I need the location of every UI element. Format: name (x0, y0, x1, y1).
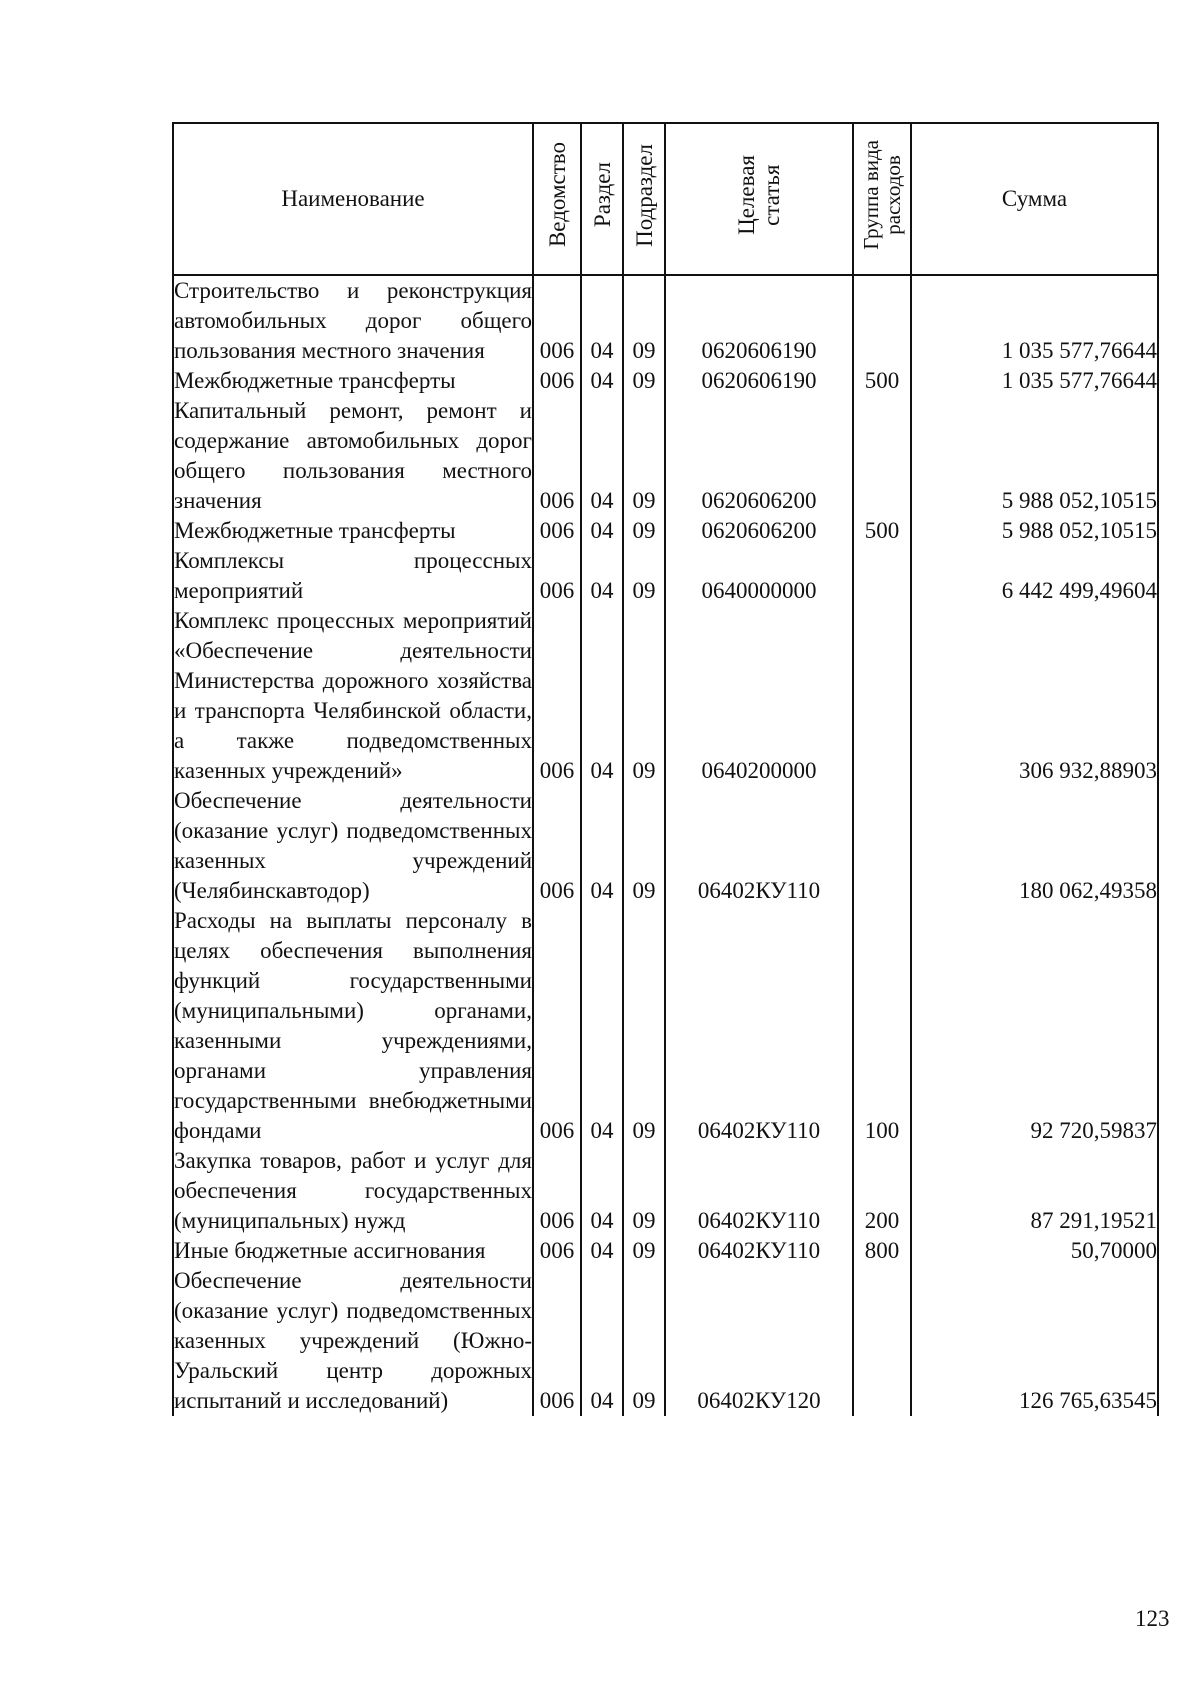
row-razdel: 04 (581, 906, 623, 1146)
row-celevaya-statya: 06402КУ120 (665, 1266, 853, 1416)
row-vedomstvo: 006 (533, 516, 581, 546)
row-razdel: 04 (581, 786, 623, 906)
row-podrazdel: 09 (623, 275, 665, 366)
row-razdel: 04 (581, 516, 623, 546)
row-vedomstvo: 006 (533, 1236, 581, 1266)
row-gruppa-rashodov: 800 (853, 1236, 911, 1266)
row-celevaya-statya: 0620606190 (665, 275, 853, 366)
row-vedomstvo: 006 (533, 366, 581, 396)
row-celevaya-statya: 06402КУ110 (665, 1146, 853, 1236)
row-podrazdel: 09 (623, 1266, 665, 1416)
row-summa: 87 291,19521 (911, 1146, 1158, 1236)
row-razdel: 04 (581, 1266, 623, 1416)
table-row (173, 1266, 1158, 1416)
row-name: Обеспечение деятельности (оказание услуг) подведомственных казенных учреждений (Южно-Уральский центр дорожных испытаний и исследований) (173, 1266, 533, 1416)
row-gruppa-rashodov: 200 (853, 1146, 911, 1236)
budget-table (172, 122, 1159, 1416)
header-celevaya-line2: статья (759, 164, 784, 226)
row-celevaya-statya: 0640000000 (665, 546, 853, 606)
row-vedomstvo: 006 (533, 786, 581, 906)
row-name: Комплекс процессных мероприятий «Обеспечение деятельности Министерства дорожного хозяйства и транспорта Челябинской области, а также подведомственных казенных учреждений» (173, 606, 533, 786)
table-row (173, 786, 1158, 906)
row-razdel: 04 (581, 275, 623, 366)
row-name: Обеспечение деятельности (оказание услуг) подведомственных казенных учреждений (Челябинскавтодор) (173, 786, 533, 906)
header-summa: Сумма (911, 123, 1158, 275)
row-summa: 6 442 499,49604 (911, 546, 1158, 606)
row-vedomstvo: 006 (533, 396, 581, 516)
row-razdel: 04 (581, 606, 623, 786)
row-summa: 50,70000 (911, 1236, 1158, 1266)
table-row (173, 606, 1158, 786)
row-gruppa-rashodov (853, 786, 911, 906)
row-podrazdel: 09 (623, 1146, 665, 1236)
row-gruppa-rashodov: 100 (853, 906, 911, 1146)
row-name: Межбюджетные трансферты (173, 366, 533, 396)
row-name: Капитальный ремонт, ремонт и содержание автомобильных дорог общего пользования местного значения (173, 396, 533, 516)
header-celevaya-statya (665, 123, 853, 275)
row-gruppa-rashodov: 500 (853, 366, 911, 396)
row-name: Комплексы процессных мероприятий (173, 546, 533, 606)
row-celevaya-statya: 06402КУ110 (665, 906, 853, 1146)
table-row (173, 396, 1158, 516)
row-name: Закупка товаров, работ и услуг для обеспечения государственных (муниципальных) нужд (173, 1146, 533, 1236)
row-summa: 92 720,59837 (911, 906, 1158, 1146)
header-name: Наименование (173, 123, 533, 275)
header-celevaya-line1: Целевая (734, 155, 759, 235)
row-razdel: 04 (581, 546, 623, 606)
table-row (173, 1236, 1158, 1266)
table-row (173, 546, 1158, 606)
header-vedomstvo: Ведомство (533, 123, 581, 275)
row-name: Расходы на выплаты персоналу в целях обеспечения выполнения функций государственными (муниципальными) органами, казенными учреждениями, органами управления государственными внебюджетными фондами (173, 906, 533, 1146)
header-gruppa-line2: расходов (881, 155, 905, 235)
row-vedomstvo: 006 (533, 1266, 581, 1416)
row-summa: 1 035 577,76644 (911, 366, 1158, 396)
row-vedomstvo: 006 (533, 275, 581, 366)
row-podrazdel: 09 (623, 546, 665, 606)
header-row (173, 123, 1158, 275)
row-summa: 180 062,49358 (911, 786, 1158, 906)
row-podrazdel: 09 (623, 366, 665, 396)
table-row (173, 516, 1158, 546)
row-summa: 5 988 052,10515 (911, 396, 1158, 516)
row-podrazdel: 09 (623, 516, 665, 546)
row-name: Иные бюджетные ассигнования (173, 1236, 533, 1266)
row-celevaya-statya: 0640200000 (665, 606, 853, 786)
row-razdel: 04 (581, 396, 623, 516)
row-celevaya-statya: 0620606200 (665, 396, 853, 516)
table-row (173, 1146, 1158, 1236)
row-podrazdel: 09 (623, 396, 665, 516)
row-podrazdel: 09 (623, 1236, 665, 1266)
row-vedomstvo: 006 (533, 546, 581, 606)
page-number: 123 (1135, 1606, 1170, 1631)
row-name: Строительство и реконструкция автомобильных дорог общего пользования местного значения (173, 275, 533, 366)
row-gruppa-rashodov (853, 546, 911, 606)
row-vedomstvo: 006 (533, 1146, 581, 1236)
table-row (173, 366, 1158, 396)
row-summa: 126 765,63545 (911, 1266, 1158, 1416)
row-summa: 5 988 052,10515 (911, 516, 1158, 546)
row-razdel: 04 (581, 366, 623, 396)
table-body (173, 275, 1158, 1416)
header-gruppa-vida-rashodov (853, 123, 911, 275)
row-gruppa-rashodov (853, 1266, 911, 1416)
row-gruppa-rashodov (853, 396, 911, 516)
row-gruppa-rashodov (853, 606, 911, 786)
row-vedomstvo: 006 (533, 606, 581, 786)
header-gruppa-line1: Группа вида (859, 140, 883, 250)
row-celevaya-statya: 0620606200 (665, 516, 853, 546)
row-razdel: 04 (581, 1236, 623, 1266)
header-podrazdel: Подраздел (623, 123, 665, 275)
row-podrazdel: 09 (623, 906, 665, 1146)
row-celevaya-statya: 0620606190 (665, 366, 853, 396)
table-row (173, 906, 1158, 1146)
row-gruppa-rashodov (853, 275, 911, 366)
row-razdel: 04 (581, 1146, 623, 1236)
row-name: Межбюджетные трансферты (173, 516, 533, 546)
row-podrazdel: 09 (623, 606, 665, 786)
row-celevaya-statya: 06402КУ110 (665, 1236, 853, 1266)
row-podrazdel: 09 (623, 786, 665, 906)
header-razdel: Раздел (581, 123, 623, 275)
row-summa: 306 932,88903 (911, 606, 1158, 786)
row-summa: 1 035 577,76644 (911, 275, 1158, 366)
table-row (173, 275, 1158, 366)
row-vedomstvo: 006 (533, 906, 581, 1146)
row-celevaya-statya: 06402КУ110 (665, 786, 853, 906)
row-gruppa-rashodov: 500 (853, 516, 911, 546)
